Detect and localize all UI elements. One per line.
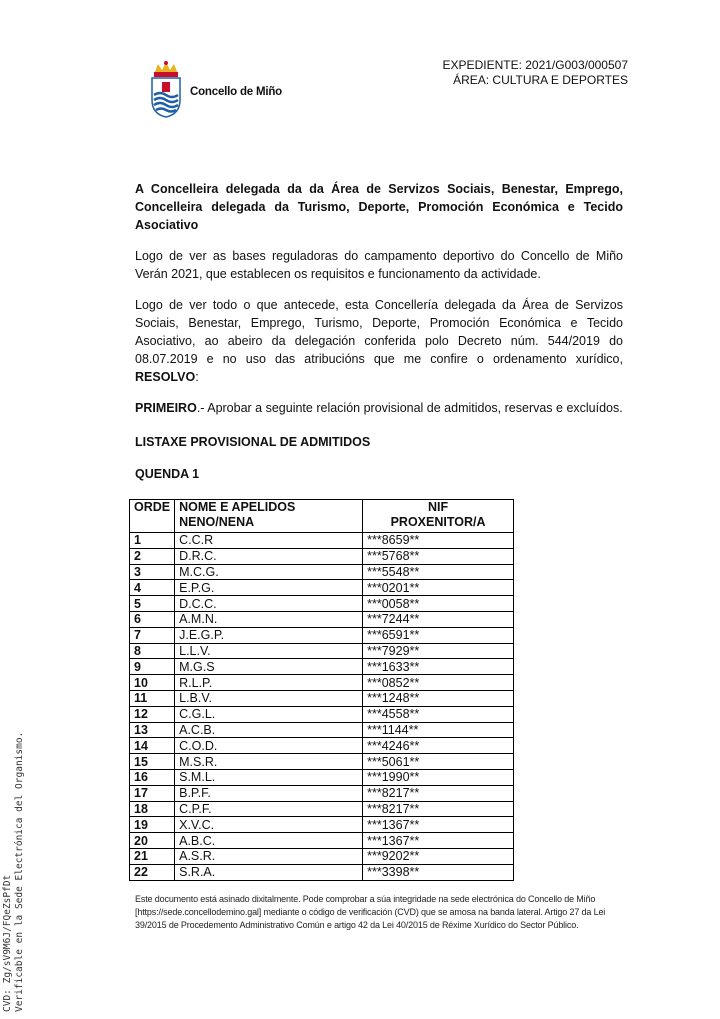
paragraph-antecede (135, 296, 623, 386)
document-heading: A Concelleira delegada da da Área de Servizos Sociais, Benestar, Emprego, Concelleira delegada da Turismo, Deporte, Promoción Económica e Tecido Asociativo (135, 182, 623, 232)
row-nome: M.C.G. (175, 564, 363, 580)
primeiro-label: PRIMEIRO (135, 401, 197, 415)
table-row (130, 801, 514, 817)
expediente-block (443, 58, 628, 88)
row-orde: 12 (130, 706, 175, 722)
table-row (130, 611, 514, 627)
row-nome: S.M.L. (175, 769, 363, 785)
row-orde: 3 (130, 564, 175, 580)
row-nif: ***1367** (363, 833, 514, 849)
row-orde: 13 (130, 722, 175, 738)
row-orde: 20 (130, 833, 175, 849)
municipality-name: Concello de Miño (190, 86, 282, 98)
row-nome: A.B.C. (175, 833, 363, 849)
table-row (130, 738, 514, 754)
row-orde: 10 (130, 675, 175, 691)
row-nome: R.L.P. (175, 675, 363, 691)
row-nome: L.B.V. (175, 690, 363, 706)
table-row (130, 627, 514, 643)
row-nome: D.C.C. (175, 596, 363, 612)
row-orde: 21 (130, 848, 175, 864)
header-orde: ORDE (130, 500, 175, 533)
verification-note: Verificable en la Sede Electrónica del Organismo. (14, 731, 25, 1012)
document-body (135, 180, 623, 495)
row-nif: ***3398** (363, 864, 514, 880)
header-nome-line2: NENO/NENA (179, 515, 255, 529)
row-nome: E.P.G. (175, 580, 363, 596)
table-row (130, 659, 514, 675)
header-nif (363, 500, 514, 533)
row-nome: A.M.N. (175, 611, 363, 627)
row-nif: ***0852** (363, 675, 514, 691)
signature-notice: Este documento está asinado dixitalmente. Pode comprobar a súa integridade na sede electrónica do Concello de Miño [https://sede.concellodemino.gal] mediante o código de verificación (CVD) que se amosa na banda lateral. Artigo 27 da Lei 39/2015 de Procedemento Administrativo Común e artigo 42 da Lei 40/2015 de Réxime Xurídico do Sector Público. (135, 894, 606, 930)
row-orde: 16 (130, 769, 175, 785)
row-orde: 17 (130, 785, 175, 801)
row-nome: J.E.G.P. (175, 627, 363, 643)
municipality-logo (148, 60, 288, 120)
row-nif: ***4558** (363, 706, 514, 722)
header-nome-line1: NOME E APELIDOS (179, 500, 296, 514)
row-nome: M.S.R. (175, 754, 363, 770)
row-nif: ***0201** (363, 580, 514, 596)
list-title: LISTAXE PROVISIONAL DE ADMITIDOS (135, 435, 371, 449)
resolvo-colon: : (195, 370, 199, 384)
row-nome: L.L.V. (175, 643, 363, 659)
table-row (130, 596, 514, 612)
expediente-number: EXPEDIENTE: 2021/G003/000507 (442, 58, 628, 72)
table-row (130, 643, 514, 659)
row-nome: C.G.L. (175, 706, 363, 722)
row-nif: ***5548** (363, 564, 514, 580)
row-orde: 1 (130, 533, 175, 549)
table-row (130, 817, 514, 833)
row-orde: 18 (130, 801, 175, 817)
row-orde: 15 (130, 754, 175, 770)
row-orde: 6 (130, 611, 175, 627)
row-nif: ***1633** (363, 659, 514, 675)
expediente-area: ÁREA: CULTURA E DEPORTES (453, 73, 628, 87)
row-orde: 19 (130, 817, 175, 833)
row-nif: ***0058** (363, 596, 514, 612)
row-nome: M.G.S (175, 659, 363, 675)
row-nome: C.O.D. (175, 738, 363, 754)
table-row (130, 848, 514, 864)
table-row (130, 722, 514, 738)
row-nome: S.R.A. (175, 864, 363, 880)
row-nif: ***6591** (363, 627, 514, 643)
verification-sidebar (2, 732, 26, 1012)
row-nif: ***5768** (363, 548, 514, 564)
table-row (130, 533, 514, 549)
table-row (130, 706, 514, 722)
row-nif: ***4246** (363, 738, 514, 754)
coat-of-arms-icon (148, 60, 184, 118)
resolvo-label: RESOLVO (135, 370, 196, 384)
table-row (130, 675, 514, 691)
row-orde: 8 (130, 643, 175, 659)
paragraph-primeiro (135, 399, 623, 417)
row-orde: 2 (130, 548, 175, 564)
table-row (130, 769, 514, 785)
row-orde: 14 (130, 738, 175, 754)
row-nif: ***7929** (363, 643, 514, 659)
header-nif-line1: NIF (427, 500, 449, 514)
row-nif: ***7244** (363, 611, 514, 627)
table-row (130, 833, 514, 849)
row-nome: D.R.C. (175, 548, 363, 564)
row-nome: B.P.F. (175, 785, 363, 801)
row-orde: 4 (130, 580, 175, 596)
row-orde: 7 (130, 627, 175, 643)
row-nif: ***1144** (363, 722, 514, 738)
table-row (130, 580, 514, 596)
quenda-title: QUENDA 1 (135, 467, 200, 481)
row-orde: 5 (130, 596, 175, 612)
row-nif: ***1990** (363, 769, 514, 785)
row-nome: C.P.F. (175, 801, 363, 817)
paragraph-antecede-text: Logo de ver todo o que antecede, esta Concellería delegada da Área de Servizos Sociais, Benestar, Emprego, Turismo, Deporte, Promoción Económica e Tecido Asociativo, ao abeiro da delegación conferida polo Decreto núm. 544/2019 do 08.07.2019 e no uso das atribucións que me confire o ordenamento xurídico, (135, 298, 623, 366)
table-row (130, 564, 514, 580)
row-orde: 9 (130, 659, 175, 675)
row-nif: ***8217** (363, 785, 514, 801)
row-orde: 11 (130, 690, 175, 706)
table-row (130, 754, 514, 770)
table-row (130, 548, 514, 564)
table-header-row (130, 500, 514, 533)
row-nif: ***9202** (363, 848, 514, 864)
admitted-table (129, 499, 514, 881)
table-row (130, 864, 514, 880)
row-nome: X.V.C. (175, 817, 363, 833)
row-nif: ***8217** (363, 801, 514, 817)
header-nif-line2: PROXENITOR/A (390, 515, 486, 529)
row-nome: A.C.B. (175, 722, 363, 738)
row-nome: A.S.R. (175, 848, 363, 864)
row-nif: ***1367** (363, 817, 514, 833)
row-nif: ***8659** (363, 533, 514, 549)
row-nif: ***1248** (363, 690, 514, 706)
row-nif: ***5061** (363, 754, 514, 770)
row-orde: 22 (130, 864, 175, 880)
paragraph-bases: Logo de ver as bases reguladoras do campamento deportivo do Concello de Miño Verán 2021, que establecen os requisitos e funcionamento da actividade. (135, 249, 623, 281)
header-nome (175, 500, 363, 533)
cvd-code: CVD: Zg/sV9M6J/FQeZsPfDt (2, 874, 13, 1012)
table-row (130, 690, 514, 706)
primeiro-text: .- Aprobar a seguinte relación provisional de admitidos, reservas e excluídos. (196, 401, 623, 415)
row-nome: C.C.R (175, 533, 363, 549)
table-row (130, 785, 514, 801)
